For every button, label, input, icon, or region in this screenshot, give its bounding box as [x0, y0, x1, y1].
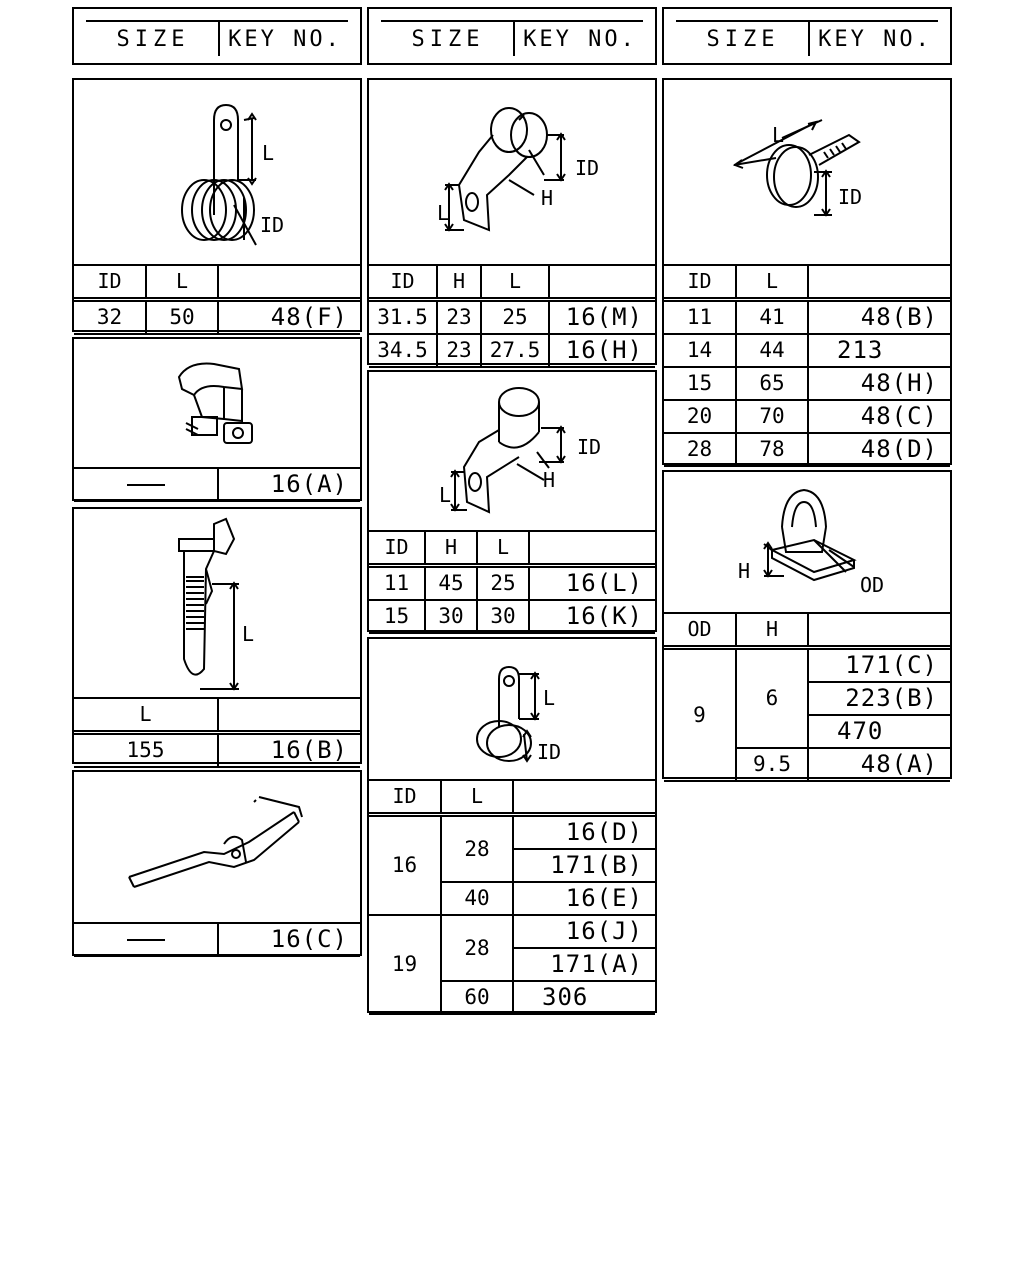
cell-key-no[interactable]: 48(H) — [808, 367, 950, 400]
cell-l: 28 — [441, 815, 513, 883]
column-header-2 — [367, 7, 657, 65]
cell-l: 60 — [441, 981, 513, 1014]
dim-l-label: L — [262, 141, 275, 165]
push-clip-panel — [662, 470, 952, 779]
col-l-header: L — [481, 265, 549, 300]
size-header: SIZE — [116, 27, 190, 52]
cell-l: 78 — [736, 433, 808, 466]
col-key-header — [218, 265, 360, 300]
table-row — [74, 300, 360, 335]
cell-id: 14 — [664, 334, 736, 367]
cell-l: 25 — [477, 566, 529, 601]
col-l-header: L — [736, 265, 808, 300]
p-clamp-table — [369, 779, 655, 1015]
cell-key-no[interactable]: 16(B) — [218, 733, 360, 768]
cell-key-no[interactable]: 16(A) — [218, 468, 360, 501]
cell-l: 44 — [736, 334, 808, 367]
cell-id: 31.5 — [369, 300, 437, 335]
table-row — [74, 923, 360, 956]
dim-l-label: L — [242, 622, 255, 646]
band-clamp-panel — [662, 78, 952, 465]
col-key-header — [808, 613, 950, 648]
push-clip-table — [664, 612, 950, 782]
table-row — [664, 300, 950, 335]
dim-l-label: L — [772, 123, 785, 147]
cell-id: 28 — [664, 433, 736, 466]
cell-h: 6 — [736, 648, 808, 749]
col-id-header: ID — [369, 265, 437, 300]
dim-h-label: H — [738, 559, 751, 583]
table-header-row — [369, 780, 655, 815]
table-header-row — [664, 613, 950, 648]
band-clamp-table — [664, 264, 950, 467]
cell-l: 30 — [477, 600, 529, 633]
cell-id: 34.5 — [369, 334, 437, 367]
band-clamp-illustration — [664, 80, 950, 266]
cell-id: 15 — [664, 367, 736, 400]
cell-id: 19 — [369, 915, 441, 1014]
clip-a-table — [74, 467, 360, 502]
table-row — [664, 367, 950, 400]
cell-key-no[interactable]: 16(M) — [549, 300, 655, 335]
dim-l-label: L — [543, 686, 556, 710]
cell-l: 25 — [481, 300, 549, 335]
cell-key-no[interactable]: 213 — [808, 334, 950, 367]
cell-key-no[interactable]: 48(B) — [808, 300, 950, 335]
col-h-header: H — [437, 265, 481, 300]
cell-h: 30 — [425, 600, 477, 633]
cell-key-no[interactable]: 48(F) — [218, 300, 360, 335]
cell-key-no[interactable]: 48(A) — [808, 748, 950, 781]
dim-h-label: H — [543, 468, 556, 492]
dim-id-label: ID — [838, 185, 863, 209]
cell-l: 155 — [74, 733, 218, 768]
dim-od-label: OD — [860, 573, 885, 597]
cell-key-no[interactable]: 48(D) — [808, 433, 950, 466]
cell-key-no[interactable]: 171(A) — [513, 948, 655, 981]
dim-l-label: L — [439, 483, 452, 507]
dash-mark — [127, 484, 165, 486]
push-clip-illustration — [664, 472, 950, 614]
table-row — [74, 468, 360, 501]
col-key-header — [549, 265, 655, 300]
cell-key-no[interactable]: 306 — [513, 981, 655, 1014]
table-row — [664, 433, 950, 466]
cell-size — [74, 468, 218, 501]
cell-l: 40 — [441, 882, 513, 915]
spiral-clamp-illustration — [74, 80, 360, 266]
cell-key-no[interactable]: 16(D) — [513, 815, 655, 850]
table-header-row — [664, 265, 950, 300]
col-key-header — [529, 531, 655, 566]
cell-key-no[interactable]: 16(K) — [529, 600, 655, 633]
dim-h-label: H — [541, 186, 554, 210]
table-header-row — [369, 265, 655, 300]
table-row — [664, 334, 950, 367]
double-clamp-illustration — [369, 80, 655, 266]
single-clamp-table — [369, 530, 655, 634]
col-key-header — [513, 780, 655, 815]
cell-h: 23 — [437, 334, 481, 367]
col-h-header: H — [425, 531, 477, 566]
col-l-header: L — [477, 531, 529, 566]
cell-key-no[interactable]: 171(B) — [513, 849, 655, 882]
col-key-header — [808, 265, 950, 300]
cell-id: 32 — [74, 300, 146, 335]
cell-key-no[interactable]: 16(L) — [529, 566, 655, 601]
cell-key-no[interactable]: 171(C) — [808, 648, 950, 683]
col-id-header: ID — [664, 265, 736, 300]
table-row — [369, 300, 655, 335]
col-l-header: L — [74, 698, 218, 733]
double-clamp-panel — [367, 78, 657, 365]
cell-key-no[interactable]: 16(J) — [513, 915, 655, 948]
table-header-row — [74, 698, 360, 733]
col-od-header: OD — [664, 613, 736, 648]
cell-key-no[interactable]: 223(B) — [808, 682, 950, 715]
col-id-header: ID — [74, 265, 146, 300]
tie-table — [74, 697, 360, 768]
bracket-c-table — [74, 922, 360, 957]
table-row — [369, 334, 655, 367]
p-clamp-panel — [367, 637, 657, 1013]
single-clamp-illustration — [369, 372, 655, 532]
cell-size — [74, 923, 218, 956]
dim-id-label: ID — [577, 435, 602, 459]
table-header-row — [74, 265, 360, 300]
cell-key-no[interactable]: 16(H) — [549, 334, 655, 367]
dim-l-label: L — [437, 201, 450, 225]
cell-key-no[interactable]: 16(C) — [218, 923, 360, 956]
table-row — [664, 648, 950, 683]
cell-l: 50 — [146, 300, 218, 335]
clip-a-illustration — [74, 339, 360, 467]
bracket-c-panel — [72, 770, 362, 956]
table-row — [664, 400, 950, 433]
dim-id-label: ID — [575, 156, 600, 180]
key-no-header: KEY NO. — [818, 27, 932, 52]
cell-key-no[interactable]: 16(E) — [513, 882, 655, 915]
cell-key-no[interactable]: 48(C) — [808, 400, 950, 433]
table-row — [369, 600, 655, 633]
header-rule-top — [381, 20, 643, 22]
dash-mark — [127, 939, 165, 941]
clip-a-panel — [72, 337, 362, 501]
double-clamp-table — [369, 264, 655, 368]
key-no-header: KEY NO. — [523, 27, 637, 52]
col-key-header — [218, 698, 360, 733]
cell-id: 16 — [369, 815, 441, 916]
cell-l: 41 — [736, 300, 808, 335]
header-rule-top — [676, 20, 938, 22]
tie-illustration — [74, 509, 360, 697]
dim-id-label: ID — [260, 213, 285, 237]
spiral-clamp-table — [74, 264, 360, 335]
single-clamp-panel — [367, 370, 657, 632]
table-row — [74, 733, 360, 768]
cell-h: 23 — [437, 300, 481, 335]
size-header: SIZE — [706, 27, 780, 52]
col-l-header: L — [146, 265, 218, 300]
key-no-header: KEY NO. — [228, 27, 342, 52]
spiral-clamp-panel — [72, 78, 362, 332]
p-clamp-illustration — [369, 639, 655, 781]
col-id-header: ID — [369, 531, 425, 566]
col-id-header: ID — [369, 780, 441, 815]
table-row — [369, 566, 655, 601]
bracket-c-illustration — [74, 772, 360, 922]
cell-id: 11 — [369, 566, 425, 601]
column-header-3 — [662, 7, 952, 65]
size-header: SIZE — [411, 27, 485, 52]
col-l-header: L — [441, 780, 513, 815]
cell-id: 11 — [664, 300, 736, 335]
table-header-row — [369, 531, 655, 566]
column-header-1 — [72, 7, 362, 65]
dim-id-label: ID — [537, 740, 562, 764]
cell-l: 28 — [441, 915, 513, 981]
tie-panel — [72, 507, 362, 764]
cell-l: 70 — [736, 400, 808, 433]
cell-l: 27.5 — [481, 334, 549, 367]
cell-od: 9 — [664, 648, 736, 782]
table-row — [369, 815, 655, 850]
table-row — [369, 915, 655, 948]
cell-id: 20 — [664, 400, 736, 433]
cell-h: 45 — [425, 566, 477, 601]
cell-key-no[interactable]: 470 — [808, 715, 950, 748]
cell-id: 15 — [369, 600, 425, 633]
col-h-header: H — [736, 613, 808, 648]
cell-l: 65 — [736, 367, 808, 400]
header-rule-top — [86, 20, 348, 22]
cell-h: 9.5 — [736, 748, 808, 781]
